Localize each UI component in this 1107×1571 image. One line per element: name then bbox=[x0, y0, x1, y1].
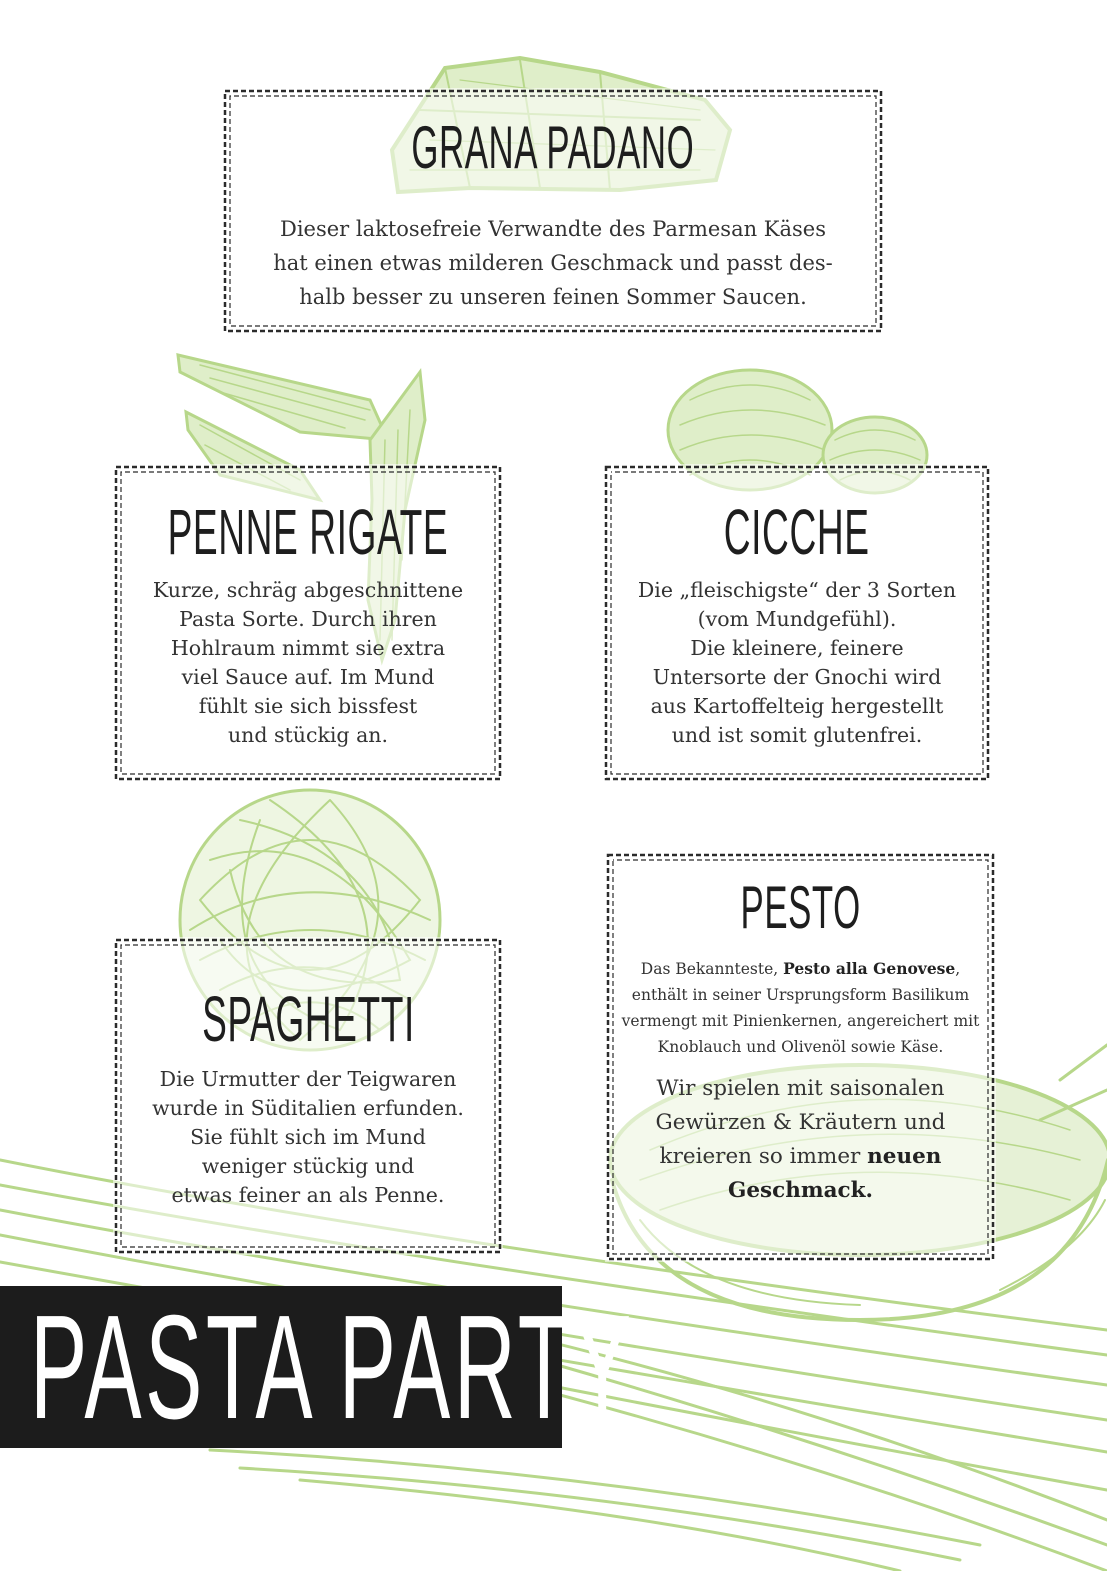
card-title: PENNE RIGATE bbox=[167, 496, 449, 568]
card-title: CICCHE bbox=[724, 496, 870, 568]
banner-title: PASTA PARTY bbox=[30, 1285, 635, 1450]
card-title: PESTO bbox=[740, 874, 861, 941]
card-description: Die Urmutter der Teigwaren wurde in Süditalien erfunden. Sie fühlt sich im Mund weniger stückig und etwas feiner an als Penne. bbox=[152, 1067, 464, 1207]
card-penne-rigate bbox=[113, 464, 503, 782]
card-description bbox=[616, 956, 986, 1060]
card-title: SPAGHETTI bbox=[201, 983, 415, 1055]
card-spaghetti bbox=[113, 937, 503, 1255]
card-description: Die „fleischigste“ der 3 Sorten (vom Mundgefühl). Die kleinere, feinere Untersorte der Gnochi wird aus Kartoffelteig hergestellt und ist somit glutenfrei. bbox=[637, 578, 957, 747]
card-description: Dieser laktosefreie Verwandte des Parmesan Käses hat einen etwas milderen Geschmack und passt des- halb besser zu unseren feinen Sommer Saucen. bbox=[273, 217, 833, 309]
card-tagline bbox=[616, 1072, 986, 1208]
pesto-intro: Das Bekannteste, bbox=[640, 960, 779, 978]
pesto-tagline-bold: neuen Geschmack. bbox=[727, 1144, 942, 1203]
pesto-name-bold: Pesto alla Genovese bbox=[783, 959, 956, 978]
pesto-tagline-text: Wir spielen mit saisonalen Gewürzen & Kräutern und kreieren so immer bbox=[655, 1076, 946, 1169]
card-title: GRANA PADANO bbox=[411, 114, 695, 181]
card-cicche bbox=[603, 464, 991, 782]
card-grana-padano bbox=[222, 88, 884, 334]
card-pesto bbox=[605, 852, 996, 1262]
card-description: Kurze, schräg abgeschnittene Pasta Sorte. Durch ihren Hohlraum nimmt sie extra viel Sauce auf. Im Mund fühlt sie sich bissfest und stückig an. bbox=[152, 578, 464, 747]
pasta-party-banner bbox=[0, 1285, 635, 1450]
pesto-description-rest: , enthält in seiner Ursprungsform Basilikum vermengt mit Pinienkernen, angereichert mit Knoblauch und Olivenöl sowie Käse. bbox=[621, 960, 980, 1056]
